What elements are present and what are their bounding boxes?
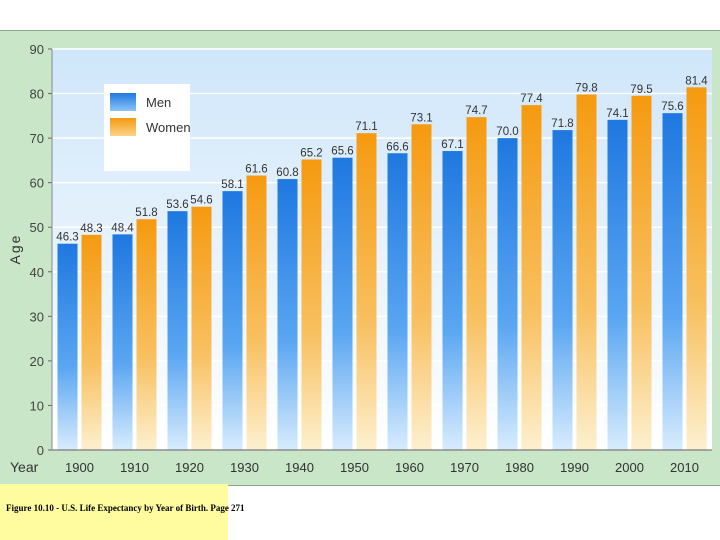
data-label-men-1900: 46.3 [56,231,79,244]
x-tick-label-1970: 1970 [450,460,479,475]
y-axis-label: Age [7,233,23,265]
bar-men-1980 [498,138,518,450]
data-label-women-1920: 54.6 [190,194,213,207]
chart-frame [0,30,720,486]
y-tick-label: 70 [29,131,44,147]
y-tick-label: 60 [29,175,44,191]
y-tick-label: 0 [36,443,44,458]
bar-women-1980 [522,105,542,450]
data-label-men-1930: 58.1 [221,179,244,192]
caption-box [0,484,245,540]
bar-women-2000 [632,96,652,450]
bar-men-1930 [223,191,243,450]
y-tick-label: 30 [29,309,44,325]
legend-swatch-women [110,118,136,136]
bar-men-1940 [278,179,298,450]
bar-men-1950 [333,158,353,450]
bar-men-1960 [388,153,408,450]
bar-women-1990 [577,94,597,450]
data-label-men-1950: 65.6 [331,145,354,158]
data-label-men-1970: 67.1 [441,139,464,152]
data-label-men-1940: 60.8 [276,167,299,180]
legend-label-men: Men [146,95,172,110]
x-tick-label-1950: 1950 [340,460,369,475]
data-label-women-1950: 71.1 [355,121,378,134]
y-tick-label: 90 [29,42,44,57]
data-label-women-1970: 74.7 [465,105,488,118]
bar-women-1940 [302,159,322,450]
bar-men-1920 [168,211,188,450]
life-expectancy-chart [0,31,720,485]
data-label-women-1910: 51.8 [135,207,158,220]
data-label-women-2010: 81.4 [685,75,708,88]
y-tick-label: 80 [29,86,44,102]
bar-women-1920 [192,207,212,450]
data-label-men-1990: 71.8 [551,118,574,131]
bar-women-1960 [412,124,432,450]
data-label-men-2010: 75.6 [661,101,684,114]
bar-women-1900 [82,235,102,450]
legend-swatch-men [110,93,136,111]
figure-caption: Figure 10.10 - U.S. Life Expectancy by Year of Birth. Page 271 [6,503,245,513]
x-tick-label-1920: 1920 [175,460,204,475]
bar-men-1990 [553,130,573,450]
bar-men-2000 [608,120,628,450]
data-label-women-2000: 79.5 [630,83,653,96]
y-tick-label: 20 [29,353,44,369]
x-axis-label: Year [10,459,39,475]
x-tick-label-1990: 1990 [560,460,589,475]
bar-men-2010 [663,113,683,450]
data-label-women-1940: 65.2 [300,147,323,160]
bar-women-1930 [247,176,267,450]
bar-men-1900 [58,244,78,450]
legend-label-women: Women [146,120,191,135]
x-tick-labels [65,460,699,475]
x-tick-label-1900: 1900 [65,460,94,475]
data-label-women-1960: 73.1 [410,112,433,125]
data-label-women-1980: 77.4 [520,93,543,106]
data-label-men-1920: 53.6 [166,199,189,212]
data-label-men-2000: 74.1 [606,107,629,120]
data-label-men-1980: 70.0 [496,126,519,139]
data-label-men-1960: 66.6 [386,141,409,154]
bar-women-2010 [687,87,707,450]
x-tick-label-1940: 1940 [285,460,314,475]
x-tick-label-2010: 2010 [670,460,699,475]
legend [104,84,191,171]
data-label-women-1990: 79.8 [575,82,598,95]
data-label-women-1930: 61.6 [245,163,268,176]
y-tick-label: 50 [29,220,44,236]
x-tick-label-1980: 1980 [505,460,534,475]
x-tick-label-1960: 1960 [395,460,424,475]
data-label-women-1900: 48.3 [80,222,103,235]
y-tick-label: 40 [29,264,44,280]
bar-women-1910 [137,219,157,450]
bar-men-1970 [443,151,463,450]
data-label-men-1910: 48.4 [111,222,134,235]
x-tick-label-2000: 2000 [615,460,644,475]
bar-women-1970 [467,117,487,450]
x-tick-label-1930: 1930 [230,460,259,475]
x-tick-label-1910: 1910 [120,460,149,475]
y-tick-label: 10 [29,398,44,414]
bar-men-1910 [113,234,133,450]
y-tick-labels [30,42,52,458]
bar-women-1950 [357,133,377,450]
